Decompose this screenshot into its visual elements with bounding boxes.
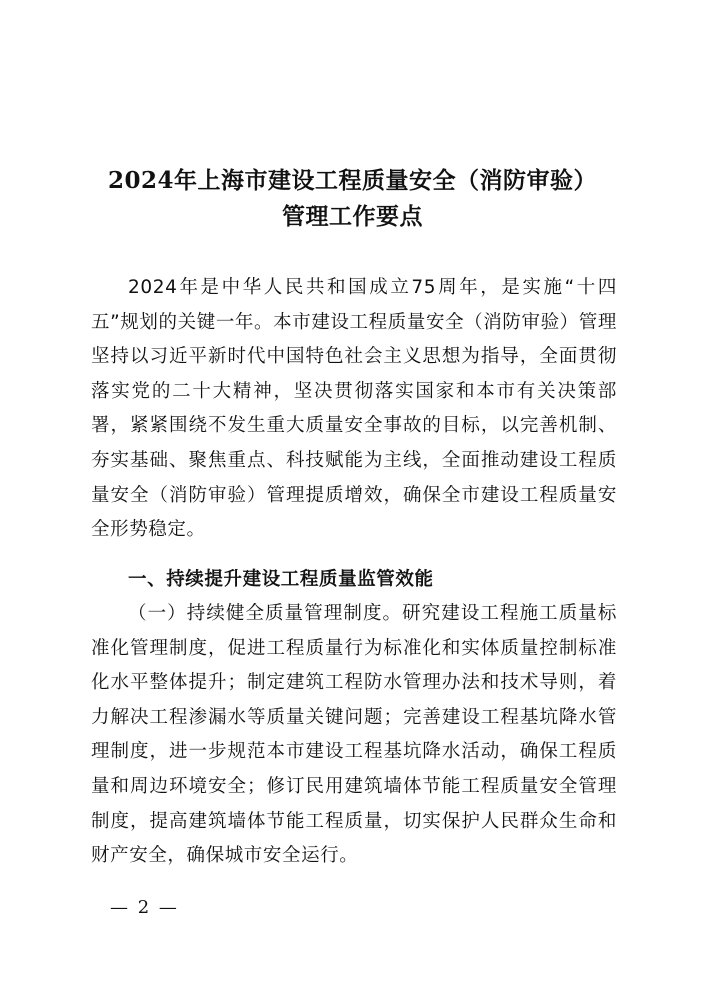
document-title-line2: 管理工作要点 xyxy=(282,203,423,230)
page-number: — 2 — xyxy=(110,897,179,918)
intro-paragraph: 2024年是中华人民共和国成立75周年，是实施“十四五”规划的关键一年。本市建设工程质量安全（消防审验）管理坚持以习近平新时代中国特色社会主义思想为指导，全面贯彻落实党的二十大精神，坚决贯彻落实国家和本市有关决策部署，紧紧围绕不发生重大质量安全事故的目标，以完善机制、夯实基础、聚焦重点、科技赋能为主线，全面推动建设工程质量安全（消防审验）管理提质增效，确保全市建设工程质量安全形势稳定。 xyxy=(91,277,617,541)
document-title-line1: 2024年上海市建设工程质量安全（消防审验） xyxy=(107,167,597,194)
subsection-paragraph-1: （一）持续健全质量管理制度。研究建设工程施工质量标准化管理制度，促进工程质量行为标准化和实体质量控制标准化水平整体提升；制定建筑工程防水管理办法和技术导则，着力解决工程渗漏水等质量关键问题；完善建设工程基坑降水管理制度，进一步规范本市建设工程基坑降水活动，确保工程质量和周边环境安全；修订民用建筑墙体节能工程质量安全管理制度，提高建筑墙体节能工程质量，切实保护人民群众生命和财产安全，确保城市安全运行。 xyxy=(91,603,617,867)
section-heading-1: 一、持续提升建设工程质量监管效能 xyxy=(128,569,434,590)
